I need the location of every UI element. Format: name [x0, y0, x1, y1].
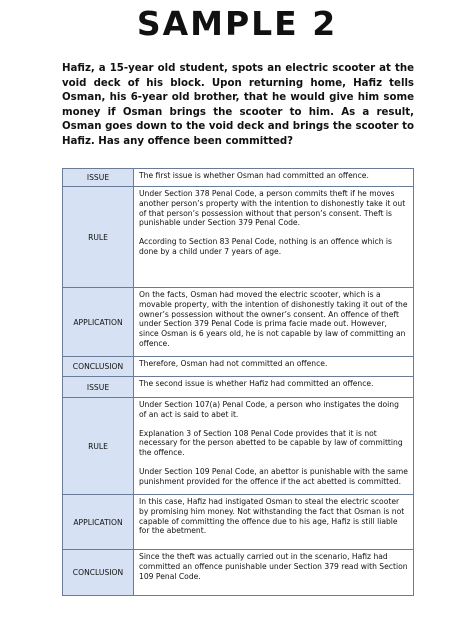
table-row-issue-2 — [63, 377, 414, 398]
row-label: APPLICATION — [63, 495, 134, 550]
row-paragraph: The first issue is whether Osman had committed an offence. — [139, 171, 369, 180]
row-paragraph: Therefore, Osman had not committed an offence. — [139, 359, 328, 368]
row-label: ISSUE — [63, 377, 134, 398]
row-label: APPLICATION — [63, 288, 134, 357]
row-paragraph: Under Section 109 Penal Code, an abettor is punishable with the same punishment provided for the offence if the act abetted is committed. — [139, 466, 408, 486]
row-content — [134, 288, 414, 357]
table-row-application-1 — [63, 288, 414, 357]
row-paragraph: Since the theft was actually carried out in the scenario, Hafiz had committed an offence punishable under Section 379 read with Section 109 Penal Code. — [139, 552, 408, 581]
row-paragraph: Under Section 107(a) Penal Code, a person who instigates the doing of an act is said to abet it. — [139, 400, 399, 419]
row-content — [134, 169, 414, 187]
table-row-conclusion-1 — [63, 357, 414, 377]
row-paragraph: On the facts, Osman had moved the electric scooter, which is a movable property, with the intention of dishonestly taking it out of the owner’s possession without the owner’s consent. An offence of theft under Section 379 Penal Code is prima facie made out. However, since Osman is 6 years old, he is not capable by law of committing an offence. — [139, 290, 408, 348]
table-row-application-2 — [63, 495, 414, 550]
row-paragraph: The second issue is whether Hafiz had committed an offence. — [139, 379, 374, 388]
row-paragraph: In this case, Hafiz had instigated Osman to steal the electric scooter by promising him money. Not withstanding the fact that Osman is not capable of committing the offence due to his age, Hafiz is still liable for the abetment. — [139, 497, 405, 536]
row-paragraph: According to Section 83 Penal Code, nothing is an offence which is done by a child under 7 years of age. — [139, 237, 392, 256]
row-content — [134, 398, 414, 495]
row-content — [134, 377, 414, 398]
irac-table — [62, 168, 414, 596]
row-label: ISSUE — [63, 169, 134, 187]
scenario-question: Hafiz, a 15-year old student, spots an electric scooter at the void deck of his block. Upon returning home, Hafiz tells Osman, his 6-year old brother, that he would give him some money if Osman brings the scooter to him. As a result, Osman goes down to the void deck and brings the scooter to Hafiz. Has any offence been committed? — [62, 63, 414, 147]
table-row-rule-1 — [63, 187, 414, 288]
row-label: RULE — [63, 398, 134, 495]
page-title: SAMPLE 2 — [136, 4, 338, 43]
row-content — [134, 357, 414, 377]
row-label: RULE — [63, 187, 134, 288]
row-label: CONCLUSION — [63, 550, 134, 596]
row-content — [134, 187, 414, 288]
row-label: CONCLUSION — [63, 357, 134, 377]
table-row-issue-1 — [63, 169, 414, 187]
row-content — [134, 550, 414, 596]
row-paragraph: Explanation 3 of Section 108 Penal Code provides that it is not necessary for the person abetted to be capable by law of committing the offence. — [139, 428, 403, 458]
row-content — [134, 495, 414, 550]
row-paragraph: Under Section 378 Penal Code, a person commits theft if he moves another person’s property with the intention to dishonestly take it out of that person’s possession without that person’s consent. Theft is punishable under Section 379 Penal Code. — [139, 189, 406, 228]
table-row-rule-2 — [63, 398, 414, 495]
table-row-conclusion-2 — [63, 550, 414, 596]
